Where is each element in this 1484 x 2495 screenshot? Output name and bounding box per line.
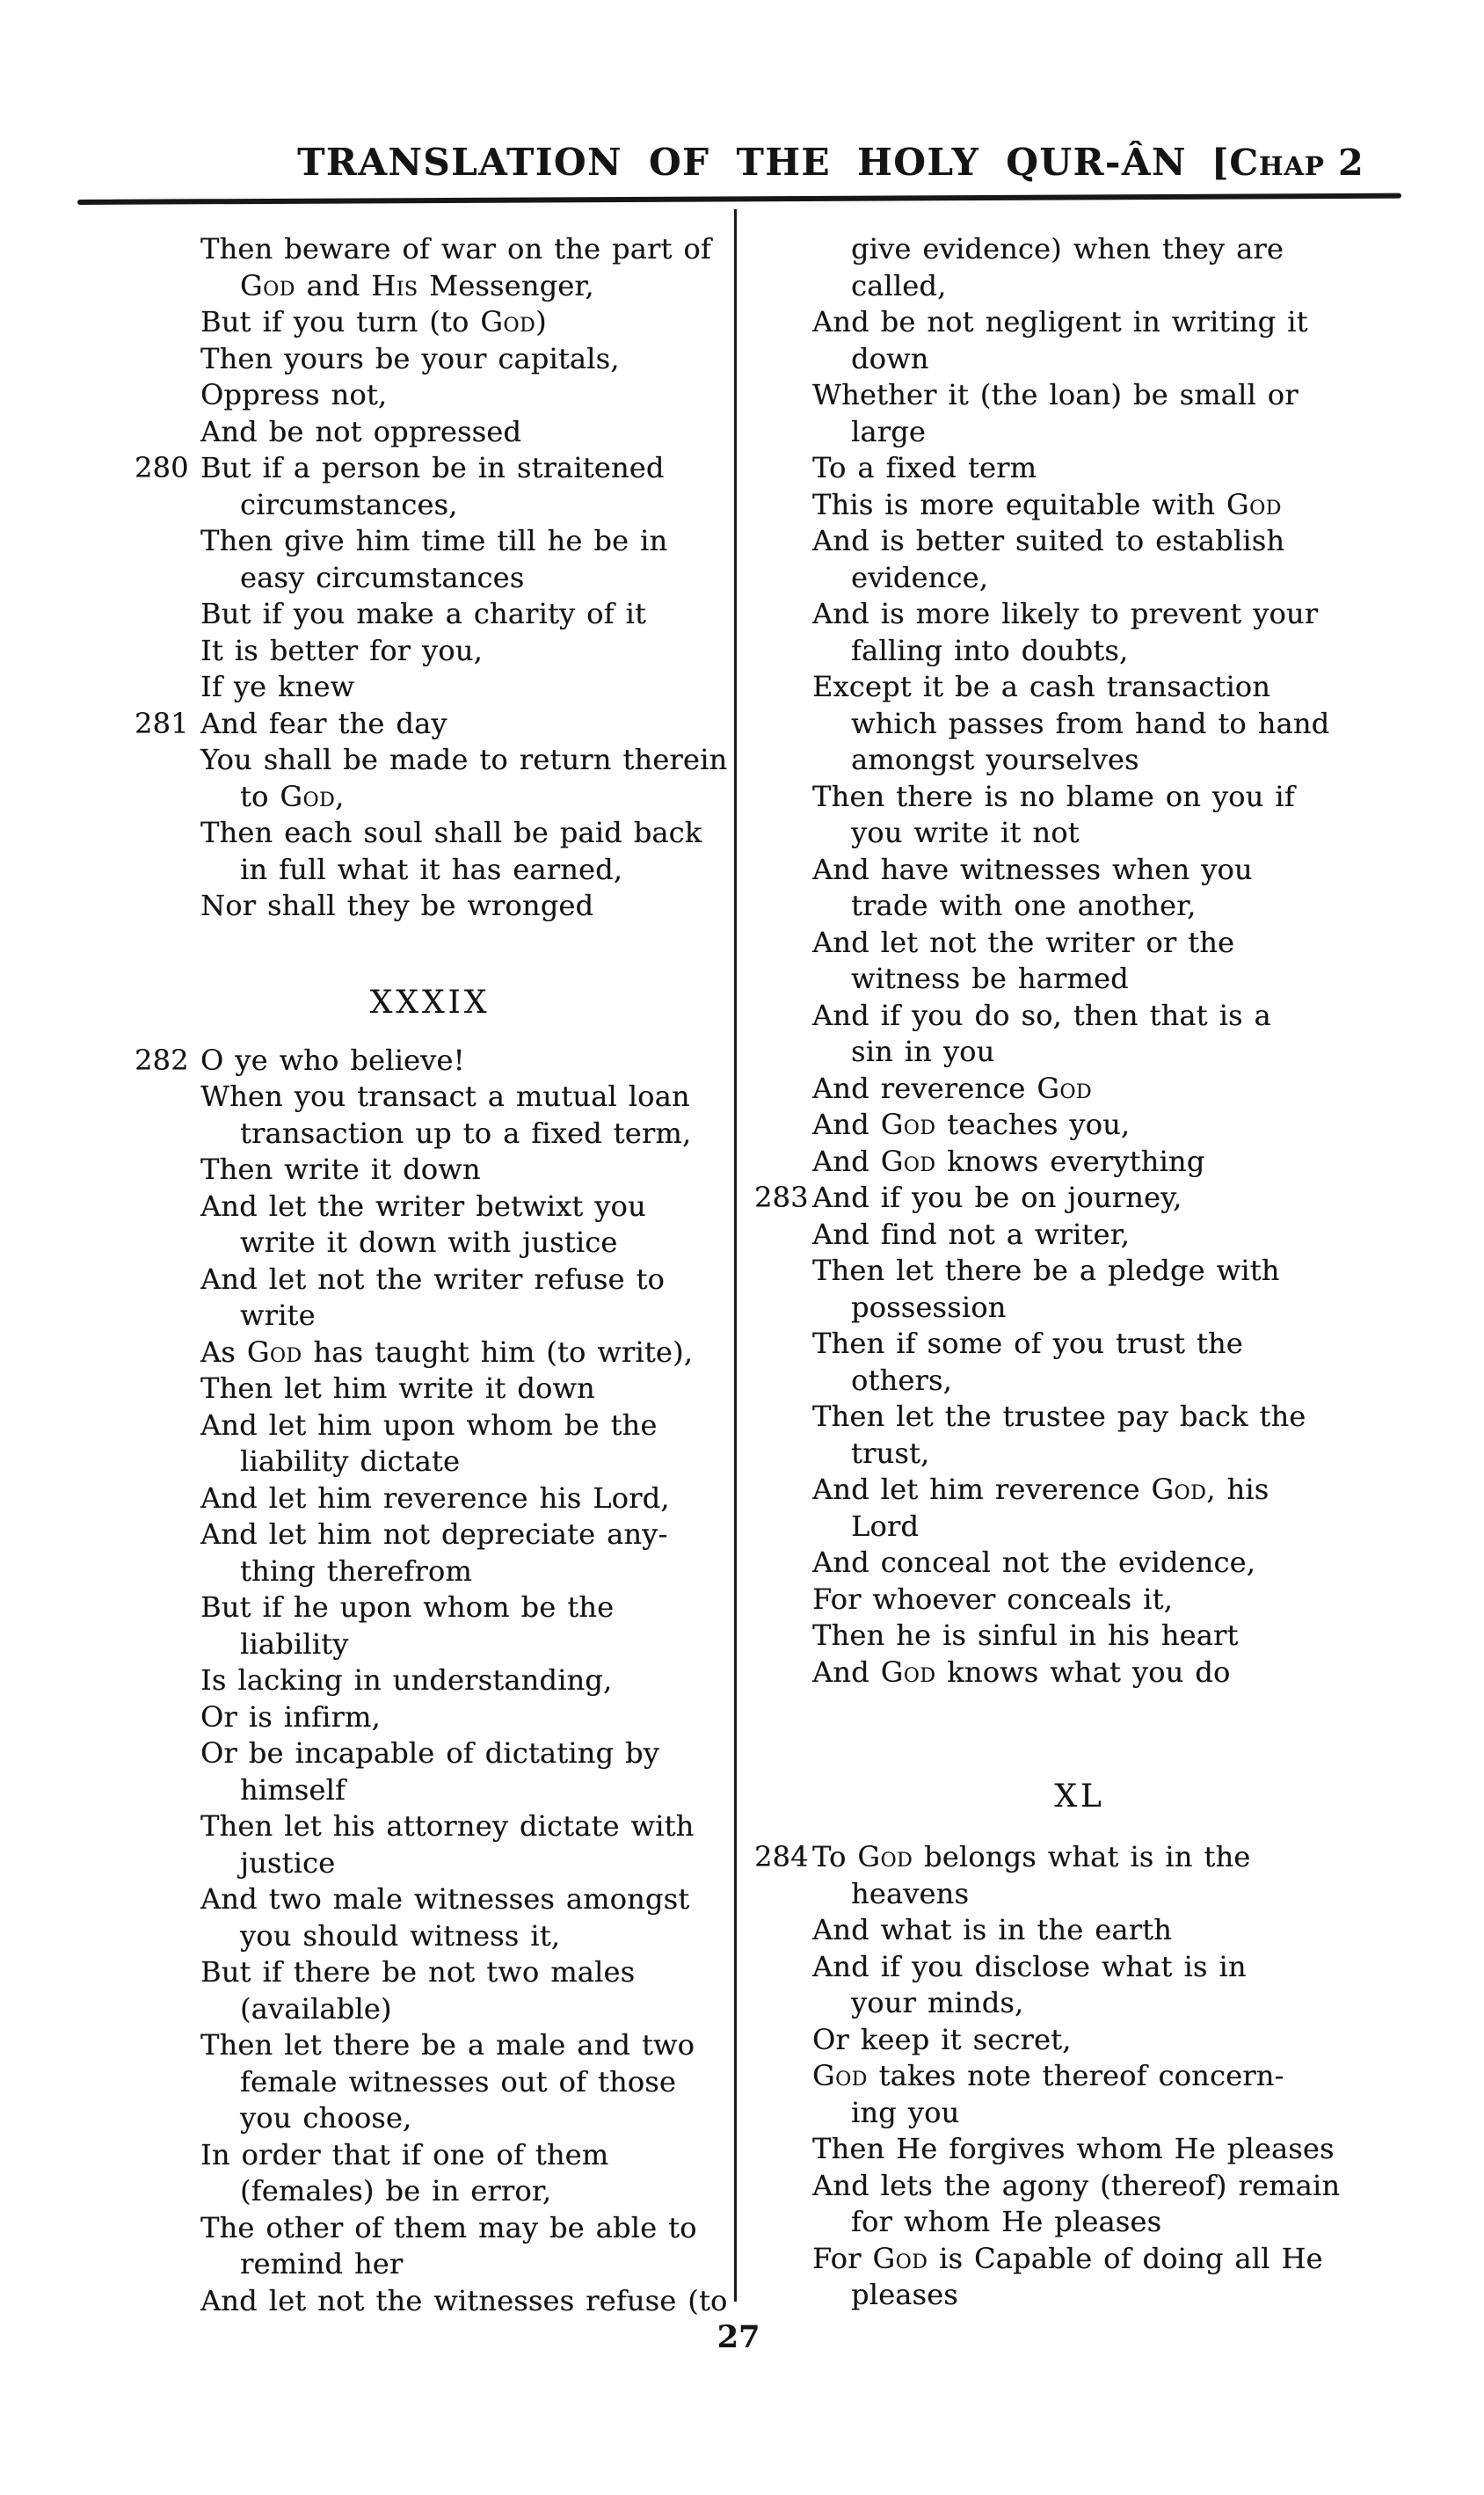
verse-line [135, 742, 728, 779]
verse-text: Then let there be a pledge with [812, 1254, 1280, 1287]
verse-text: And is more likely to prevent your [812, 597, 1319, 630]
divine-name-smallcaps: God [246, 1335, 302, 1369]
verse-text: It is better for you, [200, 633, 483, 667]
verse-line [135, 377, 725, 414]
verse-line [754, 1180, 1405, 1217]
verse-text: you choose, [240, 2101, 412, 2135]
verse-line [135, 2283, 728, 2320]
verse-text: For whoever conceals it, [812, 1582, 1174, 1616]
verse-line [754, 815, 1405, 852]
verse-line [135, 779, 725, 816]
verse-line [754, 1290, 1405, 1327]
verse-line [135, 1553, 725, 1590]
verse-text: liability dictate [240, 1444, 461, 1478]
chapter-marker: [Chap 2 [1211, 142, 1364, 184]
verse-text: to God, [240, 779, 345, 813]
verse-text: And God knows everything [812, 1144, 1205, 1178]
verse-text: remind her [240, 2247, 404, 2280]
verse-line [754, 925, 1405, 962]
verse-text: falling into doubts, [851, 633, 1129, 667]
verse-line [135, 487, 725, 524]
verse-text: Nor shall they be wronged [200, 889, 594, 922]
verse-line [754, 1582, 1405, 1618]
verse-text: And if you disclose what is in [812, 1949, 1247, 1983]
verse-line [754, 304, 1405, 341]
verse-text: Then write it down [200, 1153, 481, 1186]
verse-text: which passes from hand to hand [851, 706, 1330, 740]
verse-text: Is lacking in understanding, [200, 1663, 613, 1697]
verse-text: Then each soul shall be paid back [200, 816, 702, 849]
verse-text: Then there is no blame on you if [812, 779, 1295, 813]
verse-text: And let not the writer or the [812, 925, 1235, 959]
verse-line [135, 414, 725, 451]
verse-text: ing you [851, 2095, 960, 2129]
verse-line [754, 1071, 1405, 1108]
verse-text: If ye knew [200, 670, 355, 703]
verse-text: in full what it has earned, [240, 852, 623, 886]
verse-text: When you transact a mutual loan [200, 1080, 690, 1113]
verse-text: And fear the day [200, 706, 447, 740]
verse-line [754, 1034, 1405, 1071]
verse-text: Then yours be your capitals, [200, 341, 620, 375]
verse-line [135, 815, 725, 852]
verse-text: To God belongs what is in the [812, 1840, 1251, 1873]
verse-text: But if he upon whom be the [200, 1590, 615, 1624]
verse-text: Whether it (the loan) be small or [812, 378, 1298, 411]
verse-line [135, 1079, 725, 1116]
divine-name-smallcaps: God [1037, 1071, 1093, 1105]
verse-line [135, 1444, 725, 1480]
column-divider-rule [734, 209, 737, 2302]
verse-line [135, 560, 725, 597]
verse-line [754, 2168, 1405, 2205]
verse-line [135, 1808, 725, 1845]
verse-text: heavens [851, 1876, 970, 1910]
verse-text: Then let the trustee pay back the [812, 1400, 1306, 1433]
verse-text: liability [240, 1626, 349, 1661]
verse-line [754, 888, 1405, 925]
verse-text: But if you make a charity of it [200, 597, 647, 630]
verse-text: Then if some of you trust the [812, 1327, 1243, 1360]
verse-text: your minds, [851, 1986, 1024, 2019]
verse-line [135, 1626, 725, 1663]
verse-line [135, 1881, 725, 1918]
verse-line [754, 2095, 1405, 2132]
verse-line [135, 1262, 725, 1298]
verse-line [135, 1152, 725, 1189]
verse-text: himself [240, 1772, 346, 1807]
verse-line [135, 633, 725, 670]
verse-text: down [851, 341, 929, 375]
verse-text: And let not the witnesses refuse (to [200, 2283, 728, 2317]
verse-text: Except it be a cash transaction [812, 670, 1271, 703]
verse-text: And let him upon whom be the [200, 1408, 658, 1442]
divine-name-smallcaps: God [880, 1108, 936, 1141]
verse-line [135, 1954, 725, 1991]
verse-text: But if there be not two males [200, 1955, 636, 1989]
verse-line [754, 1217, 1405, 1254]
verse-text: trust, [851, 1436, 930, 1470]
verse-line [754, 1509, 1405, 1546]
verse-line [754, 268, 1405, 305]
verse-line [135, 1116, 725, 1153]
verse-line [754, 1253, 1405, 1290]
verse-text: And have witnesses when you [812, 852, 1253, 886]
verse-line [754, 2241, 1405, 2278]
verse-text: This is more equitable with God [812, 487, 1282, 521]
verse-line [754, 450, 1405, 487]
verse-line [135, 1189, 725, 1226]
verse-line [135, 304, 725, 341]
verse-line [135, 1772, 725, 1809]
verse-text: Then let there be a male and two [200, 2028, 695, 2062]
verse-text: circumstances, [240, 487, 458, 521]
verse-text: And let him reverence his Lord, [200, 1480, 670, 1515]
verse-line [754, 1985, 1405, 2022]
verse-text: And is better suited to establish [812, 524, 1285, 557]
divine-name-smallcaps: God [1226, 487, 1282, 521]
running-header [0, 141, 1484, 185]
verse-line [135, 852, 725, 889]
verse-line [754, 1876, 1405, 1913]
verse-text: possession [851, 1290, 1007, 1324]
verse-text: Lord [851, 1509, 920, 1543]
verse-line [754, 487, 1405, 524]
verse-text: evidence, [851, 560, 989, 594]
divine-name-smallcaps: God [880, 1144, 936, 1178]
verse-line [754, 414, 1405, 451]
verse-line [135, 268, 725, 305]
verse-text: And if you do so, then that is a [812, 998, 1271, 1032]
verse-line [135, 1845, 725, 1882]
verse-text: And what is in the earth [812, 1913, 1172, 1946]
verse-line [135, 1991, 725, 2028]
verse-text: Then let his attorney dictate with [200, 1809, 695, 1843]
verse-line [754, 1107, 1405, 1144]
verse-text: Then He forgives whom He pleases [812, 2132, 1335, 2165]
verse-text: You shall be made to return therein [200, 743, 728, 776]
verse-line [754, 742, 1405, 779]
verse-line [135, 1480, 725, 1517]
verse-text: give evidence) when they are [851, 232, 1284, 266]
verse-line [754, 961, 1405, 998]
divine-name-smallcaps: God [880, 1655, 936, 1689]
verse-text: for whom He pleases [851, 2205, 1162, 2238]
verse-line [754, 1399, 1405, 1436]
verse-text: easy circumstances [240, 560, 525, 594]
verse-line [754, 852, 1405, 889]
verse-line [754, 2277, 1405, 2314]
verse-line [135, 2027, 725, 2064]
verse-text: (females) be in error, [240, 2174, 552, 2208]
verse-line [754, 779, 1405, 816]
verse-text: Or keep it secret, [812, 2022, 1072, 2056]
verse-line [135, 1662, 725, 1699]
verse-text: And if you be on journey, [812, 1181, 1182, 1214]
verse-text: transaction up to a fixed term, [240, 1116, 692, 1150]
section-heading: XXXIX [369, 984, 491, 1021]
verse-text: And two male witnesses amongst [200, 1882, 690, 1916]
verse-text: female witnesses out of those [240, 2064, 677, 2099]
verse-line [135, 706, 725, 743]
verse-text: Oppress not, [200, 378, 388, 411]
verse-line [754, 633, 1405, 670]
page-number: 27 [717, 2319, 760, 2355]
verse-text: thing therefrom [240, 1553, 472, 1588]
verse-line [135, 1408, 725, 1444]
verse-line [135, 1335, 725, 1371]
verse-line [135, 596, 725, 633]
verse-number: 281 [135, 706, 189, 740]
verse-text: write [240, 1298, 316, 1332]
verse-line [754, 1655, 1405, 1691]
verse-line [135, 1699, 725, 1736]
verse-text: amongst yourselves [851, 743, 1139, 776]
divine-name-smallcaps: God [280, 779, 336, 813]
verse-text: And let him not depreciate any- [200, 1517, 668, 1551]
verse-line [135, 341, 725, 378]
verse-text: And find not a writer, [812, 1217, 1130, 1251]
right-column [754, 231, 1405, 2314]
verse-text: justice [240, 1845, 336, 1880]
verse-line [135, 231, 725, 268]
verse-line [135, 2064, 725, 2101]
verse-number: 280 [135, 451, 189, 484]
verse-text: And reverence God [812, 1071, 1093, 1105]
verse-line [754, 377, 1405, 414]
verse-line [135, 2210, 725, 2247]
verse-line [135, 2173, 725, 2210]
verse-line [135, 1225, 725, 1262]
verse-text: Then let him write it down [200, 1371, 595, 1405]
verse-line [754, 2022, 1405, 2059]
verse-line [135, 1517, 725, 1553]
verse-line [135, 1043, 725, 1080]
header-rule [77, 193, 1401, 205]
verse-text: God and His Messenger, [240, 268, 594, 302]
verse-text: Then he is sinful in his heart [812, 1618, 1239, 1652]
verse-line [754, 1326, 1405, 1363]
verse-line [135, 1735, 725, 1772]
verse-line [135, 2246, 725, 2283]
verse-line [135, 1371, 725, 1408]
verse-text: For God is Capable of doing all He [812, 2241, 1323, 2275]
verse-text: And conceal not the evidence, [812, 1546, 1256, 1579]
verse-text: And be not oppressed [200, 414, 522, 448]
verse-text: called, [851, 268, 947, 302]
verse-number: 284 [754, 1840, 809, 1873]
verse-line [754, 523, 1405, 560]
divine-name-smallcaps: God [1151, 1473, 1207, 1506]
verse-line [754, 998, 1405, 1035]
verse-line [754, 1144, 1405, 1181]
left-column [135, 231, 728, 2319]
verse-line [754, 1472, 1405, 1509]
verse-line [135, 523, 725, 560]
divine-name-smallcaps: His [371, 268, 418, 302]
verse-text: And let the writer betwixt you [200, 1189, 646, 1223]
verse-text: To a fixed term [812, 451, 1037, 484]
verse-line [754, 1618, 1405, 1655]
verse-line [135, 1589, 725, 1626]
verse-text: (available) [240, 1991, 392, 2026]
verse-text: And be not negligent in writing it [812, 305, 1308, 338]
page-title: TRANSLATION OF THE HOLY QUR-ÂN [297, 141, 1187, 184]
verse-text: The other of them may be able to [200, 2210, 697, 2244]
verse-line [754, 706, 1405, 743]
verse-line [135, 2100, 725, 2137]
verse-text: And let him reverence God, his [812, 1473, 1269, 1506]
verse-text: And let not the writer refuse to [200, 1262, 665, 1296]
verse-line [135, 1298, 725, 1335]
verse-text: O ye who believe! [200, 1043, 465, 1077]
verse-line [754, 1436, 1405, 1473]
verse-line [135, 1918, 725, 1955]
divine-name-smallcaps: God [240, 268, 295, 302]
verse-text: Then give him time till he be in [200, 524, 668, 557]
verse-text: witness be harmed [851, 962, 1129, 995]
verse-line [754, 1949, 1405, 1986]
verse-text: you should witness it, [240, 1918, 561, 1953]
verse-line [754, 1363, 1405, 1400]
verse-text: you write it not [851, 816, 1080, 849]
verse-number: 282 [135, 1043, 189, 1077]
verse-text: trade with one another, [851, 889, 1197, 922]
verse-line [754, 1839, 1405, 1876]
divine-name-smallcaps: God [480, 305, 536, 338]
verse-line [754, 1545, 1405, 1582]
verse-text: And God teaches you, [812, 1108, 1131, 1141]
verse-text: And lets the agony (thereof) remain [812, 2168, 1341, 2202]
verse-number: 283 [754, 1181, 809, 1214]
verse-text: Then beware of war on the part of [200, 232, 711, 266]
verse-text: write it down with justice [240, 1226, 618, 1259]
verse-line [754, 596, 1405, 633]
verse-line [754, 231, 1405, 268]
verse-line [135, 450, 725, 487]
verse-line [754, 341, 1405, 378]
divine-name-smallcaps: God [812, 2059, 868, 2092]
verse-line [135, 2137, 725, 2174]
verse-text: But if a person be in straitened [200, 451, 665, 484]
divine-name-smallcaps: God [857, 1840, 913, 1873]
verse-line [754, 2204, 1405, 2241]
divine-name-smallcaps: God [872, 2241, 928, 2275]
verse-line [754, 1912, 1405, 1949]
verse-text: God takes note thereof concern- [812, 2059, 1284, 2092]
verse-line [754, 560, 1405, 597]
verse-text: pleases [851, 2278, 958, 2311]
verse-text: And God knows what you do [812, 1655, 1231, 1689]
verse-line [135, 888, 725, 925]
verse-text: Or is infirm, [200, 1699, 381, 1734]
verse-text: But if you turn (to God) [200, 305, 547, 338]
verse-text: In order that if one of them [200, 2137, 609, 2171]
verse-line [754, 2131, 1405, 2168]
verse-text: Or be incapable of dictating by [200, 1736, 660, 1770]
section-heading: XL [1054, 1779, 1105, 1815]
verse-line [754, 669, 1405, 706]
verse-line [754, 2058, 1405, 2095]
verse-text: sin in you [851, 1035, 995, 1068]
verse-text: large [851, 414, 927, 448]
verse-text: As God has taught him (to write), [200, 1335, 694, 1369]
verse-text: others, [851, 1363, 952, 1397]
verse-line [135, 669, 725, 706]
